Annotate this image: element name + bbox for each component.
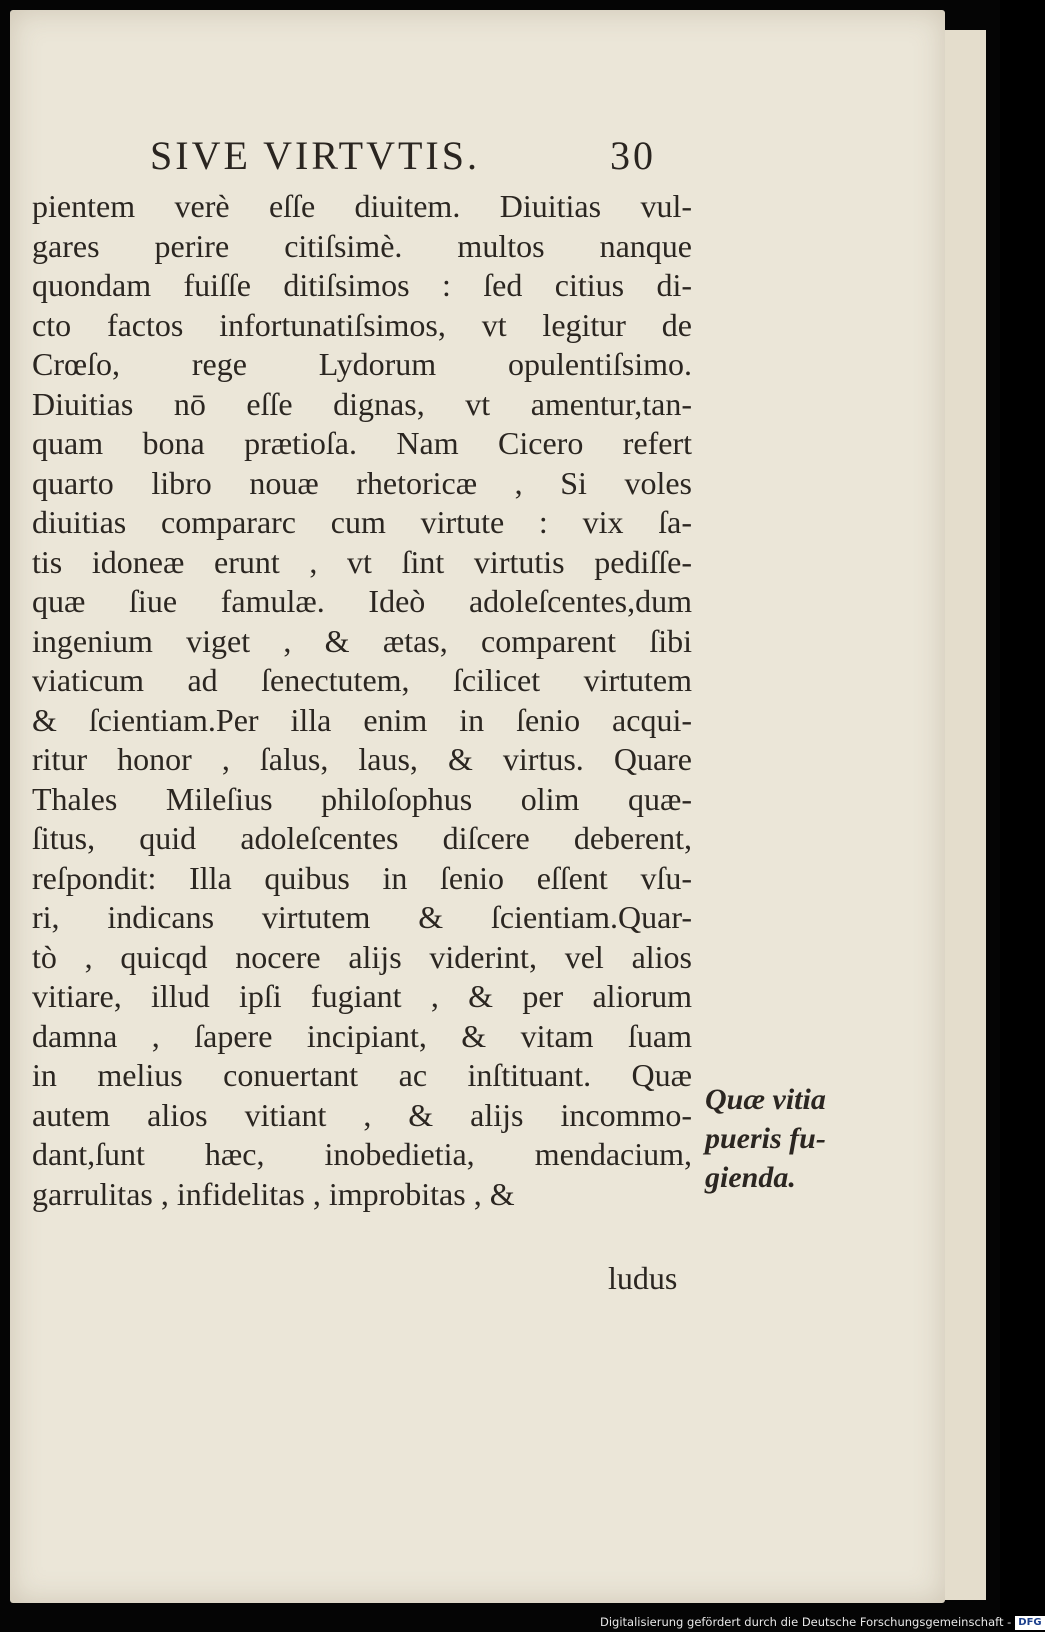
text-line: tò , quicqd nocere alijs viderint, vel alios (32, 938, 692, 975)
text-line: dant,ſunt hæc, inobedietia, mendacium, (32, 1136, 692, 1172)
text-line: pientem verè eſſe diuitem. Diuitias vul- (32, 188, 692, 224)
text-line: diuitias compararc cum virtute : vix ſa- (32, 504, 692, 540)
text-line: Diuitias nō eſſe dignas, vt amentur,tan- (32, 385, 692, 422)
text-line: ingenium viget , & ætas, comparent ſibi (32, 622, 692, 659)
text-line: ri, indicans virtutem & ſcientiam.Quar- (32, 899, 692, 935)
text-line: autem alios vitiant , & alijs incommo- (32, 1096, 692, 1133)
margin-note-line: gienda. (705, 1161, 796, 1194)
text-line: reſpondit: Illa quibus in ſenio eſſent vſu- (32, 859, 692, 896)
text-line: quam bona prætioſa. Nam Cicero refert (32, 425, 692, 461)
digitization-credit (600, 1612, 1042, 1632)
text-line: cto factos infortunatiſsimos, vt legitur de (32, 306, 692, 343)
credit-text: Digitalisierung gefördert durch die Deutsche Forschungsgemeinschaft - (600, 1615, 1012, 1629)
text-line: quæ ſiue famulæ. Ideò adoleſcentes,dum (32, 583, 692, 619)
text-line: garrulitas , infidelitas , improbitas , & (32, 1175, 515, 1212)
text-line: in melius conuertant ac inſtituant. Quæ (32, 1057, 692, 1093)
text-line: gares perire citiſsimè. multos nanque (32, 227, 692, 264)
text-line: ritur honor , ſalus, laus, & virtus. Quare (32, 741, 692, 777)
text-line: quarto libro nouæ rhetoricæ , Si voles (32, 464, 692, 501)
body-text (32, 187, 692, 1214)
running-head: SIVE VIRTVTIS. (150, 133, 480, 178)
text-line: vitiare, illud ipſi fugiant , & per aliorum (32, 978, 692, 1014)
page-number: 30 (610, 133, 656, 178)
text-line: viaticum ad ſenectutem, ſcilicet virtutem (32, 662, 692, 698)
catchword: ludus (608, 1260, 678, 1296)
margin-note (705, 1080, 865, 1197)
text-line: damna , ſapere incipiant, & vitam ſuam (32, 1017, 692, 1054)
text-line: quondam fuiſſe ditiſsimos : ſed citius di- (32, 267, 692, 303)
text-line: Crœſo, rege Lydorum opulentiſsimo. (32, 346, 692, 382)
text-line: tis idoneæ erunt , vt ſint virtutis pediſſe- (32, 543, 692, 580)
margin-note-line: Quæ vitia (705, 1083, 826, 1116)
dfg-logo: DFG (1015, 1616, 1044, 1630)
text-line: ſitus, quid adoleſcentes diſcere deberent, (32, 820, 692, 856)
text-line: Thales Mileſius philoſophus olim quæ- (32, 780, 692, 817)
margin-note-line: pueris fu- (705, 1122, 826, 1155)
text-line: & ſcientiam.Per illa enim in ſenio acqui- (32, 701, 692, 738)
